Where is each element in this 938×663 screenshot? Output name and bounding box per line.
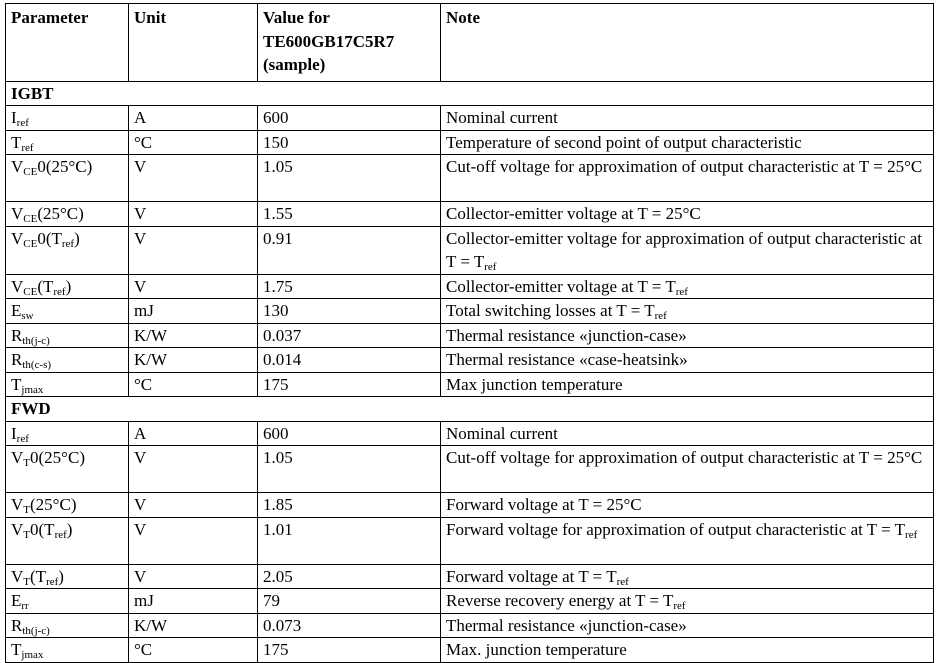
parameter-subscript: sw [21, 310, 34, 322]
parameter-symbol: R [11, 350, 23, 369]
parameter-symbol: V [11, 495, 24, 514]
parameter-symbol: V [11, 157, 24, 176]
value-cell: 1.75 [258, 274, 441, 299]
note-text: Cut-off voltage for approximation of output characteristic at T = 25°C [446, 448, 923, 467]
parameter-subscript: T [23, 528, 31, 541]
parameter-cell [6, 517, 129, 564]
section-row [6, 397, 934, 422]
unit-cell: mJ [129, 299, 258, 324]
value-cell: 600 [258, 106, 441, 131]
note-text: Total switching losses at T = T [446, 301, 655, 320]
value-cell: 1.05 [258, 155, 441, 202]
parameter-symbol: V [11, 228, 24, 248]
table-row [6, 493, 934, 518]
note-cell [441, 446, 934, 493]
parameter-cell [6, 446, 129, 493]
note-cell [441, 589, 934, 614]
parameter-cell [6, 202, 129, 227]
unit-cell: V [129, 517, 258, 564]
table-row [6, 372, 934, 397]
note-text: Thermal resistance «junction-case» [446, 615, 687, 635]
unit-cell: A [129, 106, 258, 131]
unit-cell: V [129, 274, 258, 299]
note-text: Forward voltage for approximation of output characteristic at T = T [446, 519, 906, 539]
value-cell: 0.037 [258, 323, 441, 348]
note-text: Forward voltage at T = 25°C [446, 495, 642, 514]
note-cell [441, 372, 934, 397]
parameter-symbol: I [11, 423, 17, 443]
value-cell: 130 [258, 299, 441, 324]
parameter-cell [6, 106, 129, 131]
parameter-subscript: jmax [21, 383, 44, 396]
parameter-subscript: T [23, 575, 31, 588]
parameter-suffix: ) [66, 519, 73, 539]
unit-cell: °C [129, 130, 258, 155]
parameter-suffix: ) [74, 228, 80, 248]
note-cell [441, 323, 934, 348]
note-text: Temperature of second point of output characteristic [446, 132, 802, 152]
note-text: Collector-emitter voltage for approximation of output characteristic at T = T [446, 228, 922, 271]
parameter-suffix: 0(T [30, 519, 55, 539]
parameter-cell [6, 493, 129, 518]
section-title: IGBT [6, 81, 934, 106]
parameter-subscript: ref [21, 141, 34, 154]
note-subscript: ref [905, 528, 918, 541]
parameter-cell [6, 130, 129, 155]
header-unit: Unit [129, 4, 258, 82]
value-cell: 1.05 [258, 446, 441, 493]
note-text: Cut-off voltage for approximation of output characteristic at T = 25°C [446, 157, 923, 176]
parameter-symbol: V [11, 276, 24, 296]
table-row [6, 299, 934, 324]
parameter-symbol: E [11, 301, 22, 320]
note-text: Collector-emitter voltage at T = 25°C [446, 204, 701, 223]
parameter-symbol: E [11, 591, 22, 610]
parameter-subscript: T [23, 457, 31, 469]
parameter-subscript: th(c-s) [22, 359, 52, 371]
table-row [6, 348, 934, 373]
parameter-subscript: ref [61, 237, 75, 250]
note-text: Nominal current [446, 108, 558, 127]
parameter-cell [6, 613, 129, 638]
parameter-symbol: V [11, 519, 24, 539]
unit-cell: V [129, 155, 258, 202]
unit-cell: V [129, 493, 258, 518]
table-row [6, 638, 934, 663]
note-cell [441, 202, 934, 227]
parameter-suffix: 0(25°C) [30, 448, 85, 467]
note-cell [441, 106, 934, 131]
parameter-symbol: T [11, 640, 22, 659]
parameter-cell [6, 421, 129, 446]
unit-cell: V [129, 202, 258, 227]
note-text: Max. junction temperature [446, 640, 627, 659]
section-title: FWD [6, 397, 934, 422]
note-text: Thermal resistance «case-heatsink» [446, 350, 688, 369]
note-cell [441, 130, 934, 155]
value-cell: 175 [258, 638, 441, 663]
value-cell: 0.91 [258, 226, 441, 274]
note-subscript: ref [654, 310, 667, 322]
parameter-suffix: (25°C) [37, 204, 84, 223]
parameter-symbol: V [11, 204, 24, 223]
table-row [6, 323, 934, 348]
note-cell [441, 517, 934, 564]
value-cell: 79 [258, 589, 441, 614]
value-cell: 2.05 [258, 564, 441, 589]
note-cell [441, 155, 934, 202]
parameter-cell [6, 564, 129, 589]
parameter-subscript: CE [23, 213, 38, 225]
parameter-symbol: T [11, 132, 22, 152]
section-row [6, 81, 934, 106]
parameter-subscript: CE [23, 237, 38, 250]
table-row [6, 446, 934, 493]
parameter-subscript: ref [16, 117, 29, 129]
parameter-table [5, 3, 934, 663]
note-subscript: ref [484, 261, 497, 273]
table-body [6, 81, 934, 662]
table-row [6, 564, 934, 589]
table-row [6, 421, 934, 446]
unit-cell: K/W [129, 323, 258, 348]
table-row [6, 155, 934, 202]
parameter-suffix: 0(25°C) [37, 157, 93, 176]
unit-cell: K/W [129, 613, 258, 638]
value-cell: 1.85 [258, 493, 441, 518]
parameter-suffix: ) [58, 566, 64, 586]
parameter-subscript: ref [53, 285, 66, 298]
unit-cell: °C [129, 372, 258, 397]
unit-cell: A [129, 421, 258, 446]
unit-cell: K/W [129, 348, 258, 373]
note-cell [441, 421, 934, 446]
parameter-symbol: R [11, 615, 23, 635]
parameter-symbol: I [11, 108, 17, 127]
parameter-subscript: T [23, 504, 31, 516]
note-cell [441, 274, 934, 299]
unit-cell: mJ [129, 589, 258, 614]
parameter-subscript: rr [21, 600, 29, 612]
note-text: Forward voltage at T = T [446, 566, 617, 586]
parameter-suffix: ) [65, 276, 72, 296]
header-parameter: Parameter [6, 4, 129, 82]
parameter-subscript: ref [16, 432, 29, 445]
table-row [6, 202, 934, 227]
parameter-cell [6, 589, 129, 614]
value-cell: 1.55 [258, 202, 441, 227]
unit-cell: V [129, 226, 258, 274]
parameter-suffix: 0(T [37, 228, 62, 248]
parameter-subscript: th(j-c) [22, 624, 50, 637]
table-row [6, 226, 934, 274]
parameter-subscript: CE [23, 166, 38, 178]
note-cell [441, 299, 934, 324]
note-text: Max junction temperature [446, 374, 623, 394]
parameter-suffix: (T [37, 276, 54, 296]
value-cell: 0.073 [258, 613, 441, 638]
note-cell [441, 638, 934, 663]
note-cell [441, 348, 934, 373]
value-cell: 1.01 [258, 517, 441, 564]
header-note: Note [441, 4, 934, 82]
note-subscript: ref [675, 285, 688, 298]
parameter-cell [6, 299, 129, 324]
parameter-cell [6, 348, 129, 373]
table-row [6, 106, 934, 131]
parameter-cell [6, 323, 129, 348]
parameter-symbol: R [11, 325, 23, 345]
table-row [6, 130, 934, 155]
parameter-subscript: th(j-c) [22, 334, 50, 347]
parameter-symbol: T [11, 374, 22, 394]
parameter-suffix: (T [30, 566, 47, 586]
note-cell [441, 493, 934, 518]
parameter-subscript: CE [23, 285, 38, 298]
value-cell: 600 [258, 421, 441, 446]
parameter-cell [6, 372, 129, 397]
table-row [6, 274, 934, 299]
header-value: Value for TE600GB17C5R7 (sample) [258, 4, 441, 82]
parameter-cell [6, 155, 129, 202]
note-subscript: ref [673, 600, 686, 612]
parameter-cell [6, 226, 129, 274]
parameter-symbol: V [11, 566, 24, 586]
value-cell: 0.014 [258, 348, 441, 373]
table-row [6, 517, 934, 564]
parameter-symbol: V [11, 448, 24, 467]
parameter-suffix: (25°C) [30, 495, 77, 514]
header-row [6, 4, 934, 82]
parameter-subscript: jmax [21, 649, 44, 661]
parameter-subscript: ref [54, 528, 67, 541]
value-cell: 150 [258, 130, 441, 155]
note-cell [441, 613, 934, 638]
note-text: Reverse recovery energy at T = T [446, 591, 674, 610]
parameter-subscript: ref [46, 575, 59, 588]
value-cell: 175 [258, 372, 441, 397]
note-subscript: ref [616, 575, 629, 588]
note-cell [441, 226, 934, 274]
note-text: Nominal current [446, 423, 558, 443]
parameter-cell [6, 638, 129, 663]
note-cell [441, 564, 934, 589]
table-row [6, 589, 934, 614]
table-row [6, 613, 934, 638]
note-text: Thermal resistance «junction-case» [446, 325, 687, 345]
unit-cell: °C [129, 638, 258, 663]
unit-cell: V [129, 564, 258, 589]
note-text: Collector-emitter voltage at T = T [446, 276, 676, 296]
parameter-cell [6, 274, 129, 299]
unit-cell: V [129, 446, 258, 493]
